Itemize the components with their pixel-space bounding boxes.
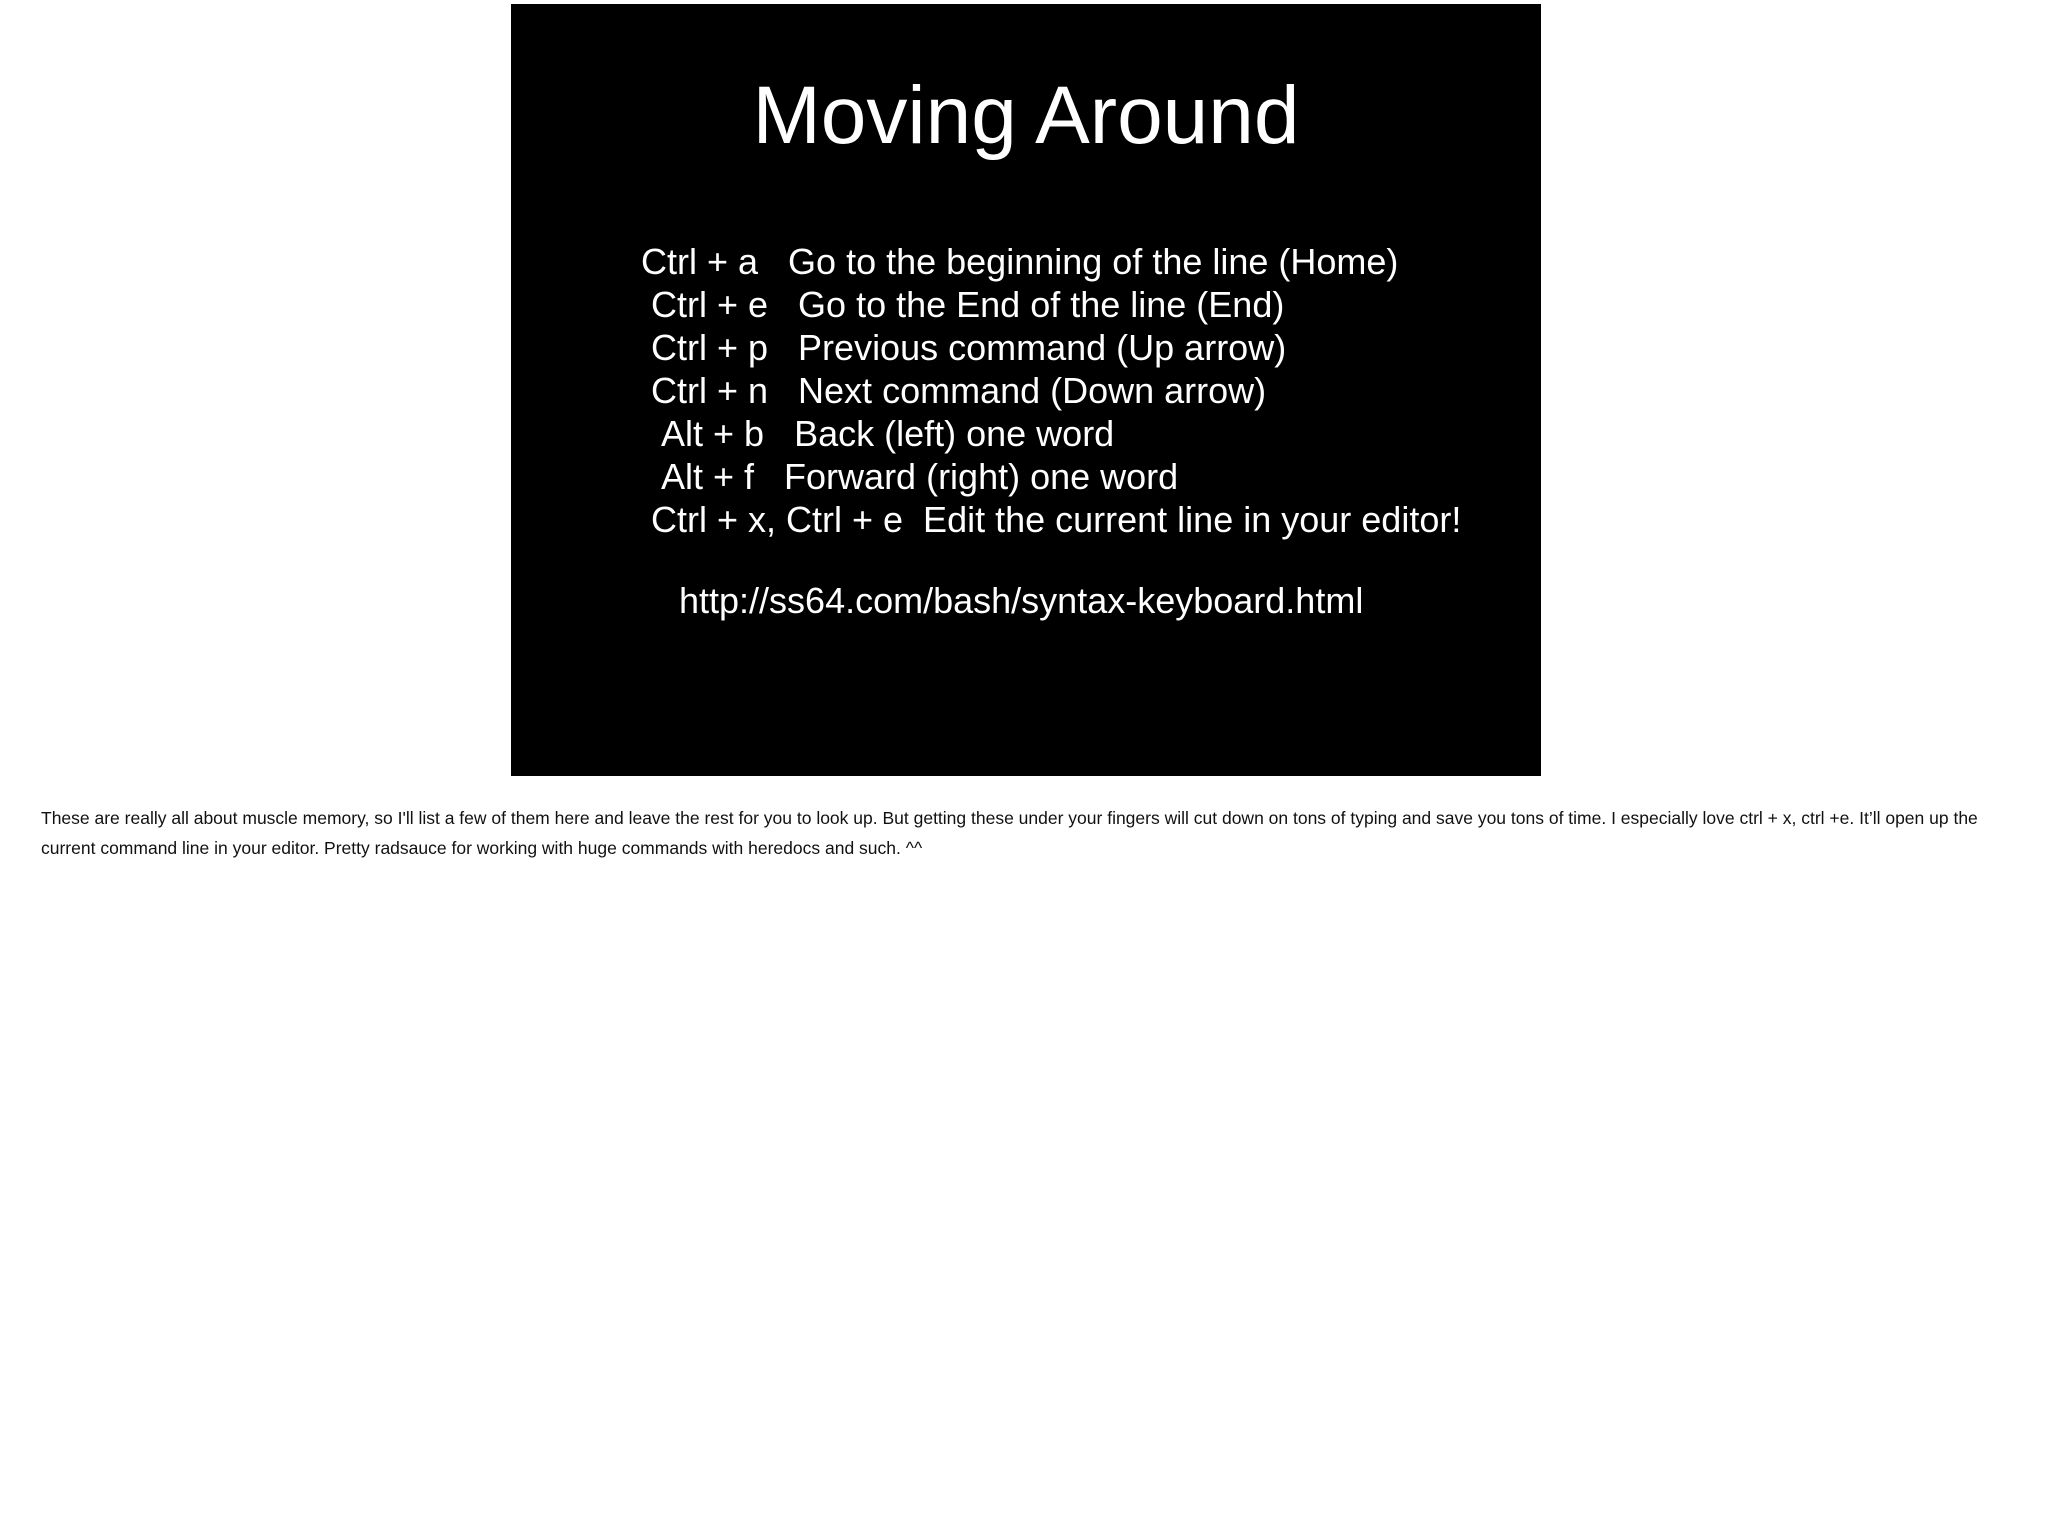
shortcut-alt-f: Alt + f Forward (right) one word bbox=[661, 456, 1179, 497]
slide bbox=[511, 4, 1541, 776]
slide-title: Moving Around bbox=[752, 70, 1300, 161]
shortcut-ctrl-e: Ctrl + e Go to the End of the line (End) bbox=[651, 284, 1285, 325]
shortcut-ctrl-n: Ctrl + n Next command (Down arrow) bbox=[651, 370, 1267, 411]
speaker-notes: These are really all about muscle memory, so I'll list a few of them here and leave the rest for you to look up. But getting these under your fingers will cut down on tons of typing and save you tons of time. I especially love ctrl + x, ctrl +e. It’ll open up the current command line in your editor. Pretty radsauce for working with huge commands with heredocs and such. ^^ bbox=[41, 808, 1978, 858]
reference-link: http://ss64.com/bash/syntax-keyboard.html bbox=[679, 580, 1364, 621]
shortcut-ctrl-a: Ctrl + a Go to the beginning of the line (Home) bbox=[641, 241, 1399, 282]
shortcut-ctrl-p: Ctrl + p Previous command (Up arrow) bbox=[651, 327, 1287, 368]
shortcut-alt-b: Alt + b Back (left) one word bbox=[661, 413, 1115, 454]
shortcut-ctrl-x-ctrl-e: Ctrl + x, Ctrl + e Edit the current line in your editor! bbox=[651, 499, 1462, 540]
